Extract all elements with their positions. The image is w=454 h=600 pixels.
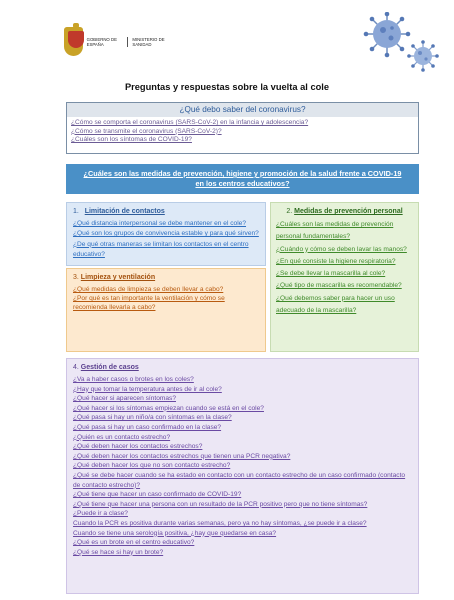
question-link[interactable]: ¿Qué hacer si los síntomas empiezan cuando se está en el cole? bbox=[73, 404, 264, 412]
section-cleaning-ventilation bbox=[66, 268, 266, 352]
question-link[interactable]: ¿Qué pasa si hay un caso confirmado en la clase? bbox=[73, 423, 222, 431]
question-link[interactable]: ¿Qué es un brote en el centro educativo? bbox=[73, 539, 195, 547]
section-heading bbox=[276, 207, 413, 217]
logo-ministry-text: MINISTERIO DE SANIDAD bbox=[132, 36, 165, 47]
section-title: Gestión de casos bbox=[80, 364, 139, 371]
question-link[interactable]: ¿En qué consiste la higiene respiratoria? bbox=[276, 257, 396, 265]
banner-line-2[interactable]: en los centros educativos? bbox=[195, 178, 290, 188]
question-link[interactable]: ¿De qué otras maneras se limitan los contactos en el centro educativo? bbox=[73, 240, 249, 258]
section-title: Limitación de contactos bbox=[84, 208, 165, 215]
coronavirus-heading: ¿Qué debo saber del coronavirus? bbox=[67, 103, 418, 117]
question-link[interactable]: ¿Cuáles son las medidas de prevención personal fundamentales? bbox=[276, 221, 394, 241]
question-link[interactable]: ¿Qué tiene que hacer un caso confirmado de COVID-19? bbox=[73, 491, 242, 499]
question-link[interactable]: ¿Cuándo y cómo se deben lavar las manos? bbox=[276, 245, 407, 253]
page-title: Preguntas y respuestas sobre la vuelta al cole bbox=[124, 82, 330, 92]
banner-line-1[interactable]: ¿Cuáles son las medidas de prevención, higiene y promoción de la salud frente a COVID-19 bbox=[83, 169, 402, 178]
section-number: 4. bbox=[73, 364, 79, 371]
question-link[interactable]: ¿Qué medidas de limpieza se deben llevar a cabo? bbox=[73, 286, 224, 293]
question-link[interactable]: ¿Qué hacer si aparecen síntomas? bbox=[73, 395, 176, 403]
question-link[interactable]: ¿Qué deben hacer los contactos estrechos que tienen una PCR negativa? bbox=[73, 452, 291, 460]
coat-of-arms-icon bbox=[64, 27, 83, 56]
question-link[interactable]: ¿Qué distancia interpersonal se debe mantener en el cole? bbox=[73, 220, 247, 227]
section-title: Medidas de prevención personal bbox=[294, 208, 403, 215]
question-link[interactable]: ¿Qué se debe hacer cuando se ha estado en contacto con un contacto estrecho de un caso confirmado (contacto de contacto estrecho)? bbox=[73, 471, 406, 489]
question-link[interactable]: ¿Qué pasa si hay un niño/a con síntomas en la clase? bbox=[73, 414, 232, 422]
section-title: Limpieza y ventilación bbox=[80, 274, 156, 281]
coronavirus-illustration bbox=[345, 12, 445, 82]
question-link[interactable]: ¿Hay que tomar la temperatura antes de ir al cole? bbox=[73, 385, 222, 393]
section-number: 2. bbox=[286, 208, 293, 215]
question-link[interactable]: ¿Qué deben hacer los contactos estrechos? bbox=[73, 443, 203, 451]
section-heading bbox=[73, 273, 259, 283]
question-link[interactable]: ¿Qué se hace si hay un brote? bbox=[73, 548, 164, 556]
coronavirus-link[interactable]: ¿Cómo se transmite el coronavirus (SARS-CoV-2)? bbox=[71, 127, 222, 135]
question-link[interactable]: Cuando la PCR es positiva durante varias semanas, pero ya no hay síntomas, ¿se puede ir a clase? bbox=[73, 519, 367, 527]
government-logo bbox=[64, 26, 172, 57]
question-link[interactable]: ¿Qué deben hacer los que no son contacto estrecho? bbox=[73, 462, 231, 470]
question-link[interactable]: ¿Qué debemos saber para hacer un uso adecuado de la mascarilla? bbox=[276, 294, 395, 315]
question-link[interactable]: ¿Qué tiene que hacer una persona con un resultado de la PCR positivo pero que no tiene síntomas? bbox=[73, 500, 368, 508]
logo-government-text: GOBIERNO DE ESPAÑA bbox=[87, 37, 129, 47]
question-link[interactable]: ¿Qué son los grupos de convivencia estable y para qué sirven? bbox=[73, 230, 259, 238]
question-link[interactable]: ¿Puede ir a clase? bbox=[73, 510, 128, 518]
question-link[interactable]: ¿Va a haber casos o brotes en los coles? bbox=[73, 376, 194, 383]
virus-icon-large bbox=[364, 12, 411, 57]
section-contact-limitation bbox=[66, 202, 266, 266]
section-number: 3. bbox=[73, 274, 79, 281]
question-link[interactable]: ¿Se debe llevar la mascarilla al cole? bbox=[276, 270, 386, 278]
virus-icon-small bbox=[407, 40, 439, 72]
question-link[interactable]: ¿Por qué es tan importante la ventilación y cómo se recomienda llevarla a cabo? bbox=[73, 295, 225, 312]
prevention-measures-banner[interactable] bbox=[66, 164, 419, 194]
section-personal-prevention bbox=[270, 202, 419, 352]
coronavirus-link[interactable]: ¿Cómo se comporta el coronavirus (SARS-CoV-2) en la infancia y adolescencia? bbox=[71, 119, 309, 126]
section-heading bbox=[73, 363, 412, 373]
section-number: 1. bbox=[73, 208, 79, 215]
question-link[interactable]: Cuando se tiene una serología positiva, ¿hay que quedarse en casa? bbox=[73, 529, 277, 537]
section-case-management bbox=[66, 358, 419, 594]
coronavirus-info-box bbox=[66, 102, 419, 154]
coronavirus-link[interactable]: ¿Cuáles son los síntomas de COVID-19? bbox=[71, 136, 192, 144]
question-link[interactable]: ¿Quién es un contacto estrecho? bbox=[73, 433, 171, 441]
section-heading bbox=[73, 207, 259, 217]
question-link[interactable]: ¿Qué tipo de mascarilla es recomendable? bbox=[276, 282, 402, 290]
